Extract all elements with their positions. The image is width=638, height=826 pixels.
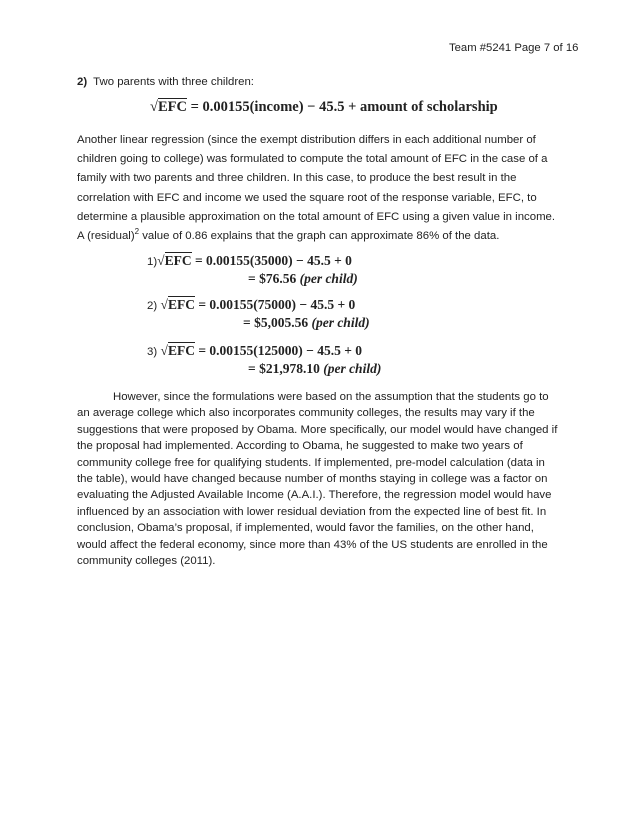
sqrt-symbol: √	[160, 297, 168, 312]
example-line1: = 0.00155(75000) − 45.5 + 0	[198, 297, 356, 312]
example-note: (per child)	[323, 361, 382, 376]
paragraph-line: suggestions that were proposed by Obama. More specifically, our model would have changed if	[77, 423, 558, 436]
paragraph-line: the table), would have changed because number of months staying in college was a factor on	[77, 473, 548, 486]
paragraph-line: influenced by an association with lower residual deviation from the expected line of best fit. In	[77, 505, 547, 518]
example-label: 1)	[147, 256, 158, 268]
paragraph-line: However, since the formulations were based on the assumption that the students go to	[113, 391, 549, 403]
example-line1: = 0.00155(125000) − 45.5 + 0	[198, 343, 363, 358]
example-line1: = 0.00155(35000) − 45.5 + 0	[194, 253, 352, 268]
paragraph-line-residual: A (residual)$^2$ value of 0.86 explains that the graph can approximate 86% of the data.	[77, 227, 500, 243]
paragraph-conclusion	[77, 389, 567, 569]
main-equation	[150, 99, 498, 116]
superscript-two: 2	[134, 227, 140, 237]
example-note: (per child)	[311, 315, 370, 330]
paragraph-regression	[77, 131, 567, 246]
main-equation-rhs: = 0.00155(income) − 45.5 + amount of scholarship	[190, 99, 498, 115]
question-heading	[77, 76, 254, 88]
question-text: Two parents with three children:	[93, 76, 254, 88]
sqrt-symbol: √	[160, 343, 168, 358]
paragraph-line: the proposal had implemented. According to Obama, he suggested to make two years of	[77, 440, 523, 453]
example-label: 2)	[147, 300, 158, 312]
paragraph-line: community colleges (2011).	[77, 555, 216, 568]
example-lhs: EFC	[167, 297, 195, 312]
paragraph-line: children going to college) was formulated to compute the total amount of EFC in the case of a	[77, 153, 548, 166]
sqrt-symbol: √	[150, 99, 158, 115]
paragraph-line: community college free for qualifying students. If implemented, pre-model calculation (data in	[77, 456, 545, 469]
example-result: = $21,978.10	[248, 361, 320, 376]
paragraph-line: Another linear regression (since the exempt distribution differs in each additional number of	[77, 134, 536, 146]
paragraph-line: conclusion, Obama’s proposal, if implemented, would favor the families, on the other hand,	[77, 522, 534, 535]
example-lhs: EFC	[164, 253, 192, 268]
example-label: 3)	[147, 346, 158, 358]
example-note: (per child)	[299, 271, 358, 286]
paragraph-line: would affect the federal economy, since more than 43% of the US students are enrolled in the	[77, 538, 548, 551]
page-header: Team #5241 Page 7 of 16	[449, 42, 579, 54]
example-result: = $5,005.56	[243, 315, 309, 330]
paragraph-line: determine a plausible approximation on the total amount of EFC using a given value in income.	[77, 210, 556, 223]
question-number: 2)	[77, 76, 88, 88]
sqrt-symbol: √	[157, 253, 165, 268]
main-equation-lhs: EFC	[157, 99, 187, 115]
paragraph-line: an average college which also incorporates community colleges, the results may vary if the	[77, 407, 535, 420]
paragraph-line: evaluating the Adjusted Available Income (A.A.I.). Therefore, the regression model would have	[77, 489, 552, 502]
paragraph-line: family with two parents and three children. In this case, to produce the best result in the	[77, 172, 517, 185]
paragraph-line: correlation with EFC and income we used the square root of the response variable, EFC, to	[77, 191, 537, 204]
example-lhs: EFC	[167, 343, 195, 358]
example-result: = $76.56	[248, 271, 297, 286]
